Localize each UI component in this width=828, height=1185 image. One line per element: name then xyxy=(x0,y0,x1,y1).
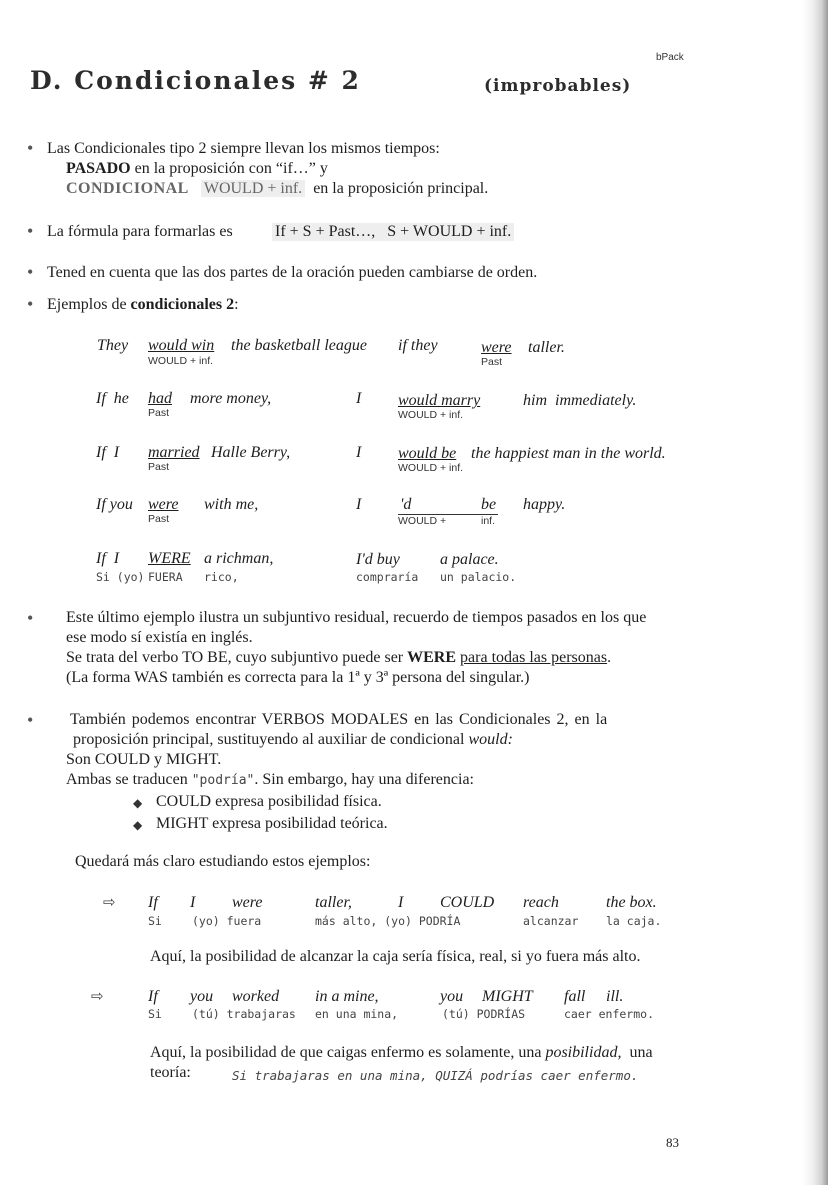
arrow-icon: ⇨ xyxy=(91,987,104,1005)
modals-item-could: COULD expresa posibilidad física. xyxy=(156,793,382,810)
subjunctive-line3-end: . xyxy=(607,649,612,666)
bullet4-colon: : xyxy=(234,296,239,313)
were-bold: WERE xyxy=(407,649,457,666)
ex4-word: with me, xyxy=(204,496,259,513)
arrow-icon: ⇨ xyxy=(103,893,116,911)
ex1-verb: would win xyxy=(148,337,215,354)
ex3-verb2-note: WOULD + inf. xyxy=(398,462,464,474)
modals-line3: Son COULD y MIGHT. xyxy=(66,751,222,768)
exB-explanation-end: una xyxy=(629,1044,653,1061)
bullet2-text: La fórmula para formarlas es xyxy=(47,223,233,240)
exA-word: I xyxy=(398,894,404,911)
modals-line1: También podemos encontrar VERBOS MODALES en las Condicionales 2, en la xyxy=(70,711,608,728)
ex3-verb-note: Past xyxy=(148,461,170,473)
ex2-word: more money, xyxy=(190,390,272,407)
bullet1-line2 xyxy=(66,160,328,178)
ex5-translation: Si (yo) xyxy=(96,570,145,584)
ex1-verb2-note: Past xyxy=(481,356,503,368)
ex4-verb2b: be xyxy=(481,496,497,513)
page-title: D. Condicionales # 2 xyxy=(30,66,361,95)
ex5-translation: rico, xyxy=(204,570,239,584)
ex4-word: If you xyxy=(96,496,133,513)
exA-translation: más alto, (yo) PODRÍA xyxy=(315,914,461,928)
bullet4-text xyxy=(47,296,239,314)
exA-translation: alcanzar xyxy=(523,914,579,928)
ex5-translation: FUERA xyxy=(148,570,183,584)
ex4-verb2a-note: WOULD + xyxy=(398,515,447,527)
ex4-verb2a: 'd xyxy=(400,496,412,513)
ex1-word: taller. xyxy=(528,339,565,356)
exB-translation: (tú) trabajaras xyxy=(192,1007,296,1021)
exA-translation: (yo) fuera xyxy=(192,914,262,928)
bullet-icon: • xyxy=(27,221,34,241)
modals-item-might: MIGHT expresa posibilidad teórica. xyxy=(156,815,388,832)
bullet-icon: • xyxy=(27,138,34,158)
diamond-icon: ◆ xyxy=(133,796,143,810)
exA-word: COULD xyxy=(440,894,495,911)
modals-line2 xyxy=(73,731,513,749)
exB-explanation-mono: Si trabajaras en una mina, QUIZÁ podrías caer enfermo. xyxy=(232,1068,639,1083)
ex3-verb: married xyxy=(148,444,200,461)
exB-translation: (tú) PODRÍAS xyxy=(442,1007,526,1021)
subjunctive-line3-pre: Se trata del verbo TO BE, cuyo subjuntivo puede ser xyxy=(66,649,404,666)
ex1-word: if they xyxy=(398,337,438,354)
clearer-line: Quedará más claro estudiando estos ejemplos: xyxy=(75,853,371,870)
exB-translation: Si xyxy=(148,1007,162,1021)
exB-word: ill. xyxy=(606,988,624,1005)
ex5-word: a palace. xyxy=(440,551,499,568)
exB-explanation-line1 xyxy=(150,1044,653,1062)
exA-explanation: Aquí, la posibilidad de alcanzar la caja sería física, real, si yo fuera más alto. xyxy=(150,948,641,965)
pasado-label: PASADO xyxy=(66,160,131,177)
ex4-verb-note: Past xyxy=(148,513,170,525)
ex4-word: happy. xyxy=(523,496,566,513)
exB-word: MIGHT xyxy=(482,988,533,1005)
ex1-verb-note: WOULD + inf. xyxy=(148,355,214,367)
ex5-word: I'd buy xyxy=(356,551,400,568)
ex2-word: him immediately. xyxy=(523,392,637,409)
ex5-verb: WERE xyxy=(148,550,191,567)
ex4-verb: were xyxy=(148,496,179,513)
bullet3-text: Tened en cuenta que las dos partes de la oración pueden cambiarse de orden. xyxy=(47,264,538,281)
modals-line4 xyxy=(66,771,474,789)
bullet-icon: • xyxy=(27,262,34,282)
exB-word: you xyxy=(440,988,464,1005)
ex1-verb2: were xyxy=(481,339,512,356)
ex2-verb2-note: WOULD + inf. xyxy=(398,409,464,421)
exB-explanation-pre: Aquí, la posibilidad de que caigas enfermo es solamente, una xyxy=(150,1044,542,1061)
ex3-word: If I xyxy=(96,444,120,461)
exB-word: worked xyxy=(232,988,280,1005)
bullet-icon: • xyxy=(27,608,34,628)
exA-word: If xyxy=(148,894,158,911)
exA-translation: la caja. xyxy=(606,914,662,928)
condicional-label: CONDICIONAL xyxy=(66,180,189,197)
exB-translation: caer enfermo. xyxy=(564,1007,655,1021)
exA-word: were xyxy=(232,894,263,911)
ex3-verb2: would be xyxy=(398,445,457,462)
ex3-word: Halle Berry, xyxy=(211,444,291,461)
exB-explanation-line2: teoría: xyxy=(150,1064,191,1081)
subjunctive-line1: Este último ejemplo ilustra un subjuntivo residual, recuerdo de tiempos pasados en los que xyxy=(66,609,647,626)
ex5-word: a richman, xyxy=(204,550,274,567)
bullet1-line2-rest: en la proposición con “if…” y xyxy=(134,160,328,177)
exB-translation: en una mina, xyxy=(315,1007,399,1021)
podria-mono: "podría" xyxy=(191,773,255,788)
exB-word: in a mine, xyxy=(315,988,379,1005)
ex2-verb: had xyxy=(148,390,172,407)
would-italic: would: xyxy=(468,731,513,748)
all-persons-underlined: para todas las personas xyxy=(460,649,608,666)
subjunctive-line4: (La forma WAS también es correcta para la 1ª y 3ª persona del singular.) xyxy=(66,669,530,686)
subjunctive-line2: ese modo sí existía en inglés. xyxy=(66,629,253,646)
ex5-translation: un palacio. xyxy=(440,570,517,584)
bullet-icon: • xyxy=(27,294,34,314)
bullet1-line1: Las Condicionales tipo 2 siempre llevan los mismos tiempos: xyxy=(47,140,440,157)
ex4-verb2b-note: inf. xyxy=(481,515,496,527)
diamond-icon: ◆ xyxy=(133,818,143,832)
ex3-word: the happiest man in the world. xyxy=(471,445,666,462)
ex5-word: If I xyxy=(96,550,120,567)
exB-explanation-italic: posibilidad, xyxy=(545,1044,622,1061)
ex4-word: I xyxy=(356,496,362,513)
exA-translation: Si xyxy=(148,914,162,928)
bullet1-line3 xyxy=(66,180,488,198)
modals-line4-post: . Sin embargo, hay una diferencia: xyxy=(254,771,474,788)
bullet1-line3-rest: en la proposición principal. xyxy=(313,180,489,197)
ex2-verb-note: Past xyxy=(148,407,170,419)
page-edge-shadow xyxy=(802,0,828,1185)
exB-word: fall xyxy=(564,988,586,1005)
modals-line2-pre: proposición principal, sustituyendo al auxiliar de condicional xyxy=(73,731,465,748)
bullet-icon: • xyxy=(27,710,34,730)
page-subtitle: (improbables) xyxy=(484,76,632,96)
ex1-word: the basketball league xyxy=(231,337,367,354)
bullet4-lead: Ejemplos de xyxy=(47,296,127,313)
exA-word: reach xyxy=(523,894,559,911)
would-inf-highlight: WOULD + inf. xyxy=(201,180,305,197)
exB-word: If xyxy=(148,988,158,1005)
formula-box: If + S + Past…, S + WOULD + inf. xyxy=(272,223,514,241)
ex2-word: I xyxy=(356,390,362,407)
exA-word: taller, xyxy=(315,894,352,911)
exA-word: the box. xyxy=(606,894,657,911)
ex5-translation: compraría xyxy=(356,570,419,584)
page-number: 83 xyxy=(666,1135,679,1150)
exA-word: I xyxy=(190,894,196,911)
exB-word: you xyxy=(190,988,214,1005)
ex3-word: I xyxy=(356,444,362,461)
ex2-verb2: would marry xyxy=(398,392,481,409)
modals-line4-pre: Ambas se traducen xyxy=(66,771,188,788)
ex1-word: They xyxy=(97,337,129,354)
ex2-word: If he xyxy=(96,390,129,407)
bullet4-bold: condicionales 2 xyxy=(130,296,235,313)
subjunctive-line3 xyxy=(66,649,611,667)
publisher-label: bPack xyxy=(656,52,684,63)
